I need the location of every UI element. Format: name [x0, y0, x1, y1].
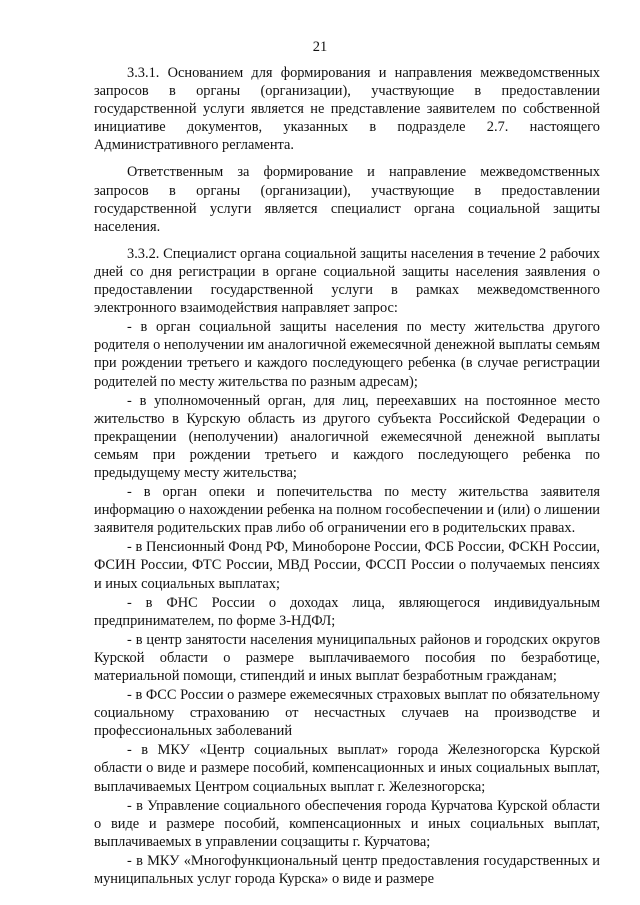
paragraph-responsible: Ответственным за формирование и направление межведомственных запросов в органы (организации), участвующие в предоставлении государственной услуги является специалист органа социальной защиты населения. — [94, 164, 600, 235]
paragraph-3-3-2: 3.3.2. Специалист органа социальной защиты населения в течение 2 рабочих дней со дня регистрации в органе социальной защиты населения заявления о предоставлении государственной услуги в рамках межведомственного электронного взаимодействия направляет запрос: — [94, 245, 600, 317]
list-item: - в орган социальной защиты населения по месту жительства другого родителя о неполучении им аналогичной ежемесячной денежной выплаты семьям при рождении третьего и каждого последующего ребенка (в случае регистрации родителей по месту жительства по разным адресам); — [94, 319, 600, 390]
list-item: - в ФНС России о доходах лица, являющегося индивидуальным предпринимателем, по форме 3-НДФЛ; — [94, 594, 600, 629]
list-item: - в орган опеки и попечительства по месту жительства заявителя информацию о нахождении ребенка на полном гособеспечении и (или) о лишении заявителя родительских прав либо об ограничении его в родительских правах. — [94, 484, 600, 537]
body-text — [94, 64, 600, 889]
list-item: - в центр занятости населения муниципальных районов и городских округов Курской области о размере выплачиваемого пособия по безработице, материальной помощи, стипендий и иных выплат безработным гражданам; — [94, 631, 600, 684]
list-item: - в МКУ «Многофункциональный центр предоставления государственных и муниципальных услуг города Курска» о виде и размере — [94, 852, 600, 888]
page-number: 21 — [312, 39, 328, 55]
list-item: - в Пенсионный Фонд РФ, Минобороне России, ФСБ России, ФСКН России, ФСИН России, ФТС России, МВД России, ФССП России о получаемых пенсиях и иных социальных выплатах; — [94, 539, 600, 592]
paragraph-3-3-1: 3.3.1. Основанием для формирования и направления межведомственных запросов в органы (организации), участвующие в предоставлении государственной услуги является не представление заявителем по собственной инициативе документов, указанных в подразделе 2.7. настоящего Административного регламента. — [94, 65, 600, 154]
list-item: - в уполномоченный орган, для лиц, переехавших на постоянное место жительство в Курскую область из другого субъекта Российской Федерации о прекращении (неполучении) аналогичной ежемесячной денежной выплаты семьям при рождении третьего и каждого последующего ребенка по предыдущему месту жительства; — [94, 392, 600, 481]
list-item: - в МКУ «Центр социальных выплат» города Железногорска Курской области о виде и размере пособий, компенсационных и иных социальных выплат, выплачиваемых Центром социальных выплат г. Железногорска; — [94, 742, 600, 795]
list-item: - в ФСС России о размере ежемесячных страховых выплат по обязательному социальному страхованию от несчастных случаев на производстве и профессиональных заболеваний — [94, 687, 600, 740]
list-item: - в Управление социального обеспечения города Курчатова Курской области о виде и размере пособий, компенсационных и иных социальных выплат, выплачиваемых в управлении соцзащиты г. Курчатова; — [94, 797, 600, 850]
